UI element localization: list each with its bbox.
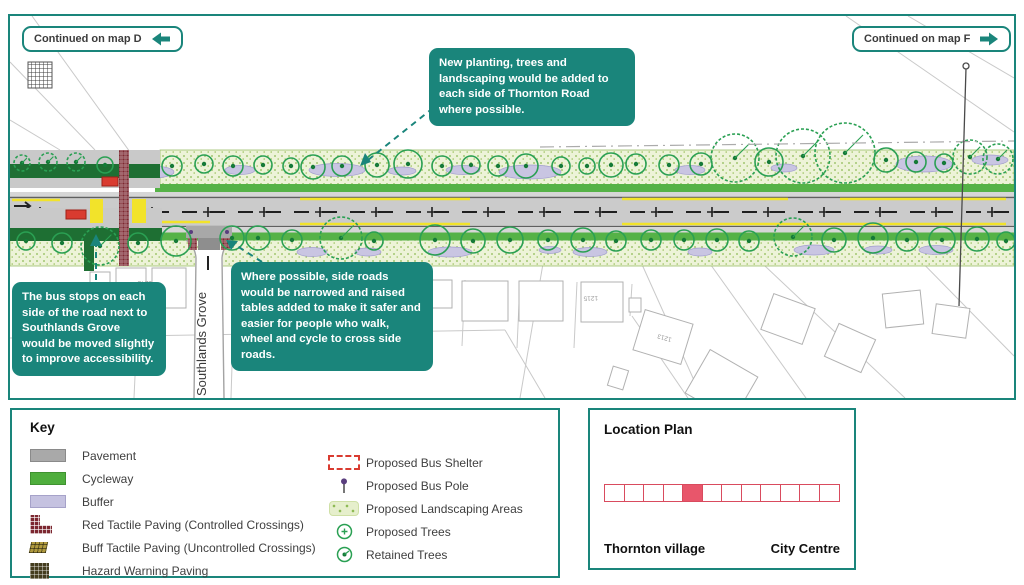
buffer-area [919,246,953,255]
location-segment [702,484,723,502]
location-segment [819,484,840,502]
location-segment-current [682,484,703,502]
building-footprint [685,350,758,398]
red-tactile-swatch [30,515,52,534]
proposed-tree-icon [336,523,353,540]
key-item-cycleway: Cycleway [30,467,322,490]
yellow-crossing-patch [90,199,103,223]
location-strip [604,484,840,502]
location-segment [721,484,742,502]
buffer-swatch [30,495,66,508]
building-footprint [607,366,628,390]
raised-table-centre [198,238,220,250]
key-item-hazard: Hazard Warning Paving [30,559,322,582]
buffer-area [771,164,797,172]
key-item-bus-shelter: Proposed Bus Shelter [322,451,558,474]
boundary-line [10,120,60,150]
key-item-buffer: Buffer [30,490,322,513]
landscaping-strip-north [160,150,1014,188]
overhead-line [540,141,1014,147]
location-segment [643,484,664,502]
yellow-crossing-patch [132,199,146,223]
bus-shelter-south [66,210,86,219]
key-item-buff-tactile: Buff Tactile Paving (Uncontrolled Crossings) [30,536,322,559]
location-segment [780,484,801,502]
continued-on-map-d[interactable] [22,26,183,52]
utility-pole-top [963,63,969,69]
hazard-paving-swatch [30,563,49,579]
building-footprint [462,281,508,321]
hatched-structure [28,62,52,88]
buffer-area [972,155,1008,165]
building-footprint [761,294,815,345]
building-footprint [629,298,641,312]
building-footprint [824,323,875,372]
buff-tactile-swatch [29,542,48,553]
key-item-retained-trees: Retained Trees [322,543,558,566]
location-segment [663,484,684,502]
location-label-thornton: Thornton village [604,541,706,556]
building-footprint [882,290,923,328]
callout-planting: New planting, trees and landscaping would be added to each side of Thornton Road where possible. [429,48,635,126]
key-item-bus-pole: Proposed Bus Pole [322,474,558,497]
location-segment [741,484,762,502]
location-segment [799,484,820,502]
building-footprint [519,281,563,321]
key-column-right [322,444,558,582]
bus-pole-icon [339,478,349,494]
callout-bus-stops: The bus stops on each side of the road next to Southlands Grove would be moved slightly to improve accessibility. [12,282,166,376]
location-segment [604,484,625,502]
location-segment [624,484,645,502]
red-tactile-crossing [119,150,129,266]
buffer-area [688,248,712,256]
cycleway-north [155,184,1014,192]
pavement-swatch [30,449,66,462]
retained-tree-icon [336,546,353,563]
cycleway-swatch [30,472,66,485]
bus-shelter-north [102,177,118,186]
boundary-line [505,330,545,398]
building-footprint [432,280,452,308]
bus-pole-icon [225,230,229,234]
location-segment [760,484,781,502]
key-panel [10,408,560,578]
location-plan-panel [588,408,856,570]
key-item-red-tactile: Red Tactile Paving (Controlled Crossings) [30,513,322,536]
street-label-southlands-grove: Southlands Grove [194,291,209,396]
key-title: Key [30,420,55,435]
dark-cycleway-north [10,164,160,178]
location-plan-title: Location Plan [604,422,693,437]
key-item-proposed-trees: Proposed Trees [322,520,558,543]
building-number: 1215 [583,294,599,302]
continued-right-label: Continued on map F [864,33,971,45]
buffer-area [297,248,327,257]
building-footprints [28,268,970,398]
arrow-left-icon [151,32,171,46]
bus-shelter-swatch [328,455,360,470]
key-item-pavement: Pavement [30,444,322,467]
building-number: 1213 [656,332,673,343]
key-item-landscaping: Proposed Landscaping Areas [322,497,558,520]
continued-on-map-f[interactable] [852,26,1011,52]
arrow-right-icon [979,32,999,46]
location-label-city-centre: City Centre [770,541,840,556]
key-column-left [30,444,322,582]
boundary-line [574,282,577,348]
buffer-area [388,167,416,175]
callout-side-roads: Where possible, side roads would be narrowed and raised tables added to make it safer and easier for people who walk, wheel and cycle to cross side roads. [231,262,433,371]
continued-left-label: Continued on map D [34,33,142,45]
building-footprint [932,304,970,338]
landscaping-swatch [329,501,359,516]
